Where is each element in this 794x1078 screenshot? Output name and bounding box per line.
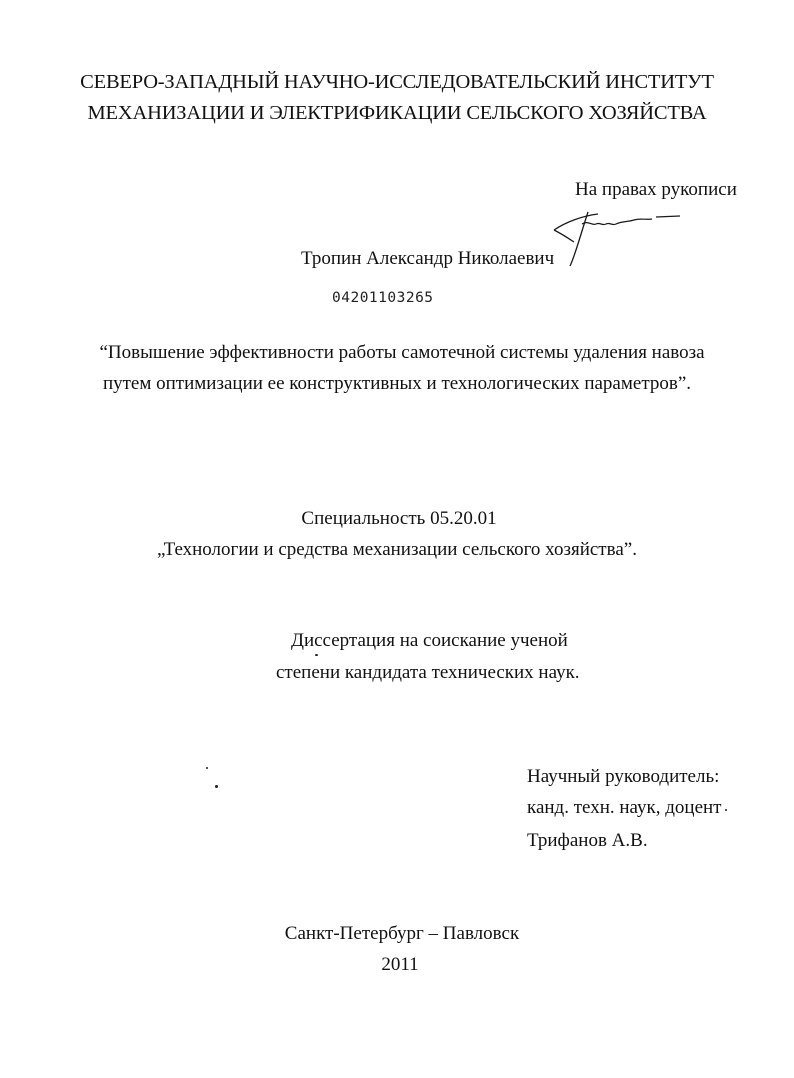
publication-place: Санкт-Петербург – Павловск	[284, 923, 520, 944]
scan-speck	[215, 785, 218, 788]
degree-line-2: степени кандидата технических наук.	[276, 662, 580, 683]
scan-speck	[315, 654, 318, 656]
scan-speck	[725, 809, 727, 811]
supervisor-name: Трифанов А.В.	[527, 830, 648, 851]
specialty-code: Специальность 05.20.01	[301, 508, 497, 529]
author-signature	[552, 200, 687, 270]
publication-year: 2011	[381, 954, 419, 975]
scan-speck	[206, 767, 208, 769]
institute-name-line-2: МЕХАНИЗАЦИИ И ЭЛЕКТРИФИКАЦИИ СЕЛЬСКОГО ХОЗЯЙСТВА	[87, 102, 707, 124]
author-name: Тропин Александр Николаевич	[301, 248, 555, 269]
registration-code: 04201103265	[332, 290, 434, 306]
supervisor-title: канд. техн. наук, доцент	[527, 797, 722, 818]
manuscript-note: На правах рукописи	[575, 179, 737, 200]
supervisor-label: Научный руководитель:	[527, 766, 720, 787]
degree-line-1: Диссертация на соискание ученой	[291, 630, 568, 651]
specialty-name: „Технологии и средства механизации сельского хозяйства”.	[157, 539, 637, 560]
institute-name-line-1: СЕВЕРО-ЗАПАДНЫЙ НАУЧНО-ИССЛЕДОВАТЕЛЬСКИЙ ИНСТИТУТ	[80, 71, 714, 93]
thesis-title-line-1: “Повышение эффективности работы самотечной системы удаления навоза	[99, 342, 705, 363]
thesis-title-line-2: путем оптимизации ее конструктивных и технологических параметров”.	[102, 373, 692, 394]
